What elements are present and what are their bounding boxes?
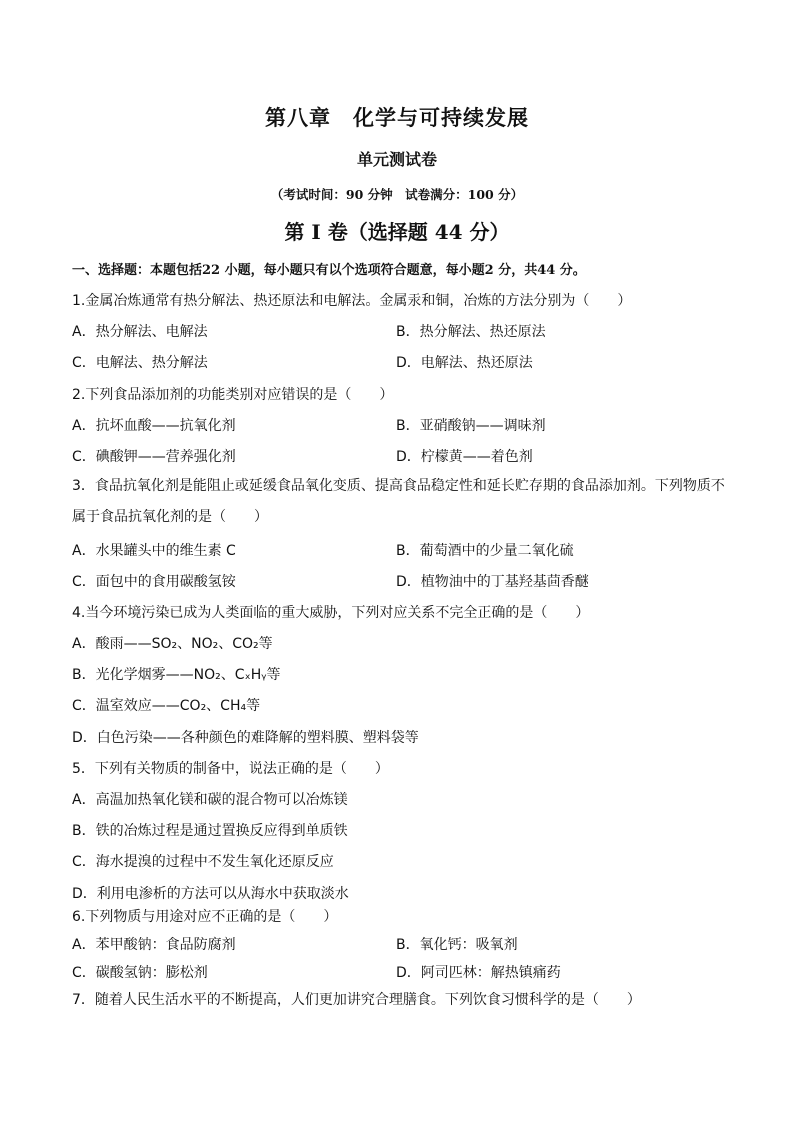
question-5-option-a: A．高温加热氧化镁和碳的混合物可以冶炼镁 [72, 792, 348, 808]
question-5-option-d: D．利用电渗析的方法可以从海水中获取淡水 [72, 886, 349, 902]
exam-meta: （考试时间：90 分钟 试卷满分：100 分） [270, 187, 524, 202]
question-2-option-b: B．亚硝酸钠——调味剂 [396, 418, 546, 434]
question-6-stem: 6.下列物质与用途对应不正确的是（ ） [72, 909, 338, 925]
question-4-option-b: B．光化学烟雾——NO₂、CₓHᵧ等 [72, 667, 281, 683]
question-5-option-b: B．铁的冶炼过程是通过置换反应得到单质铁 [72, 823, 348, 839]
question-3-option-d: D．植物油中的丁基羟基茴香醚 [396, 574, 589, 590]
question-3-stem: 3．食品抗氧化剂是能阻止或延缓食品氧化变质、提高食品稳定性和延长贮存期的食品添加剂。下列物质不属于食品抗氧化剂的是（ ） [72, 478, 725, 525]
question-2-option-c: C．碘酸钾——营养强化剂 [72, 449, 236, 465]
question-5-option-c: C．海水提溴的过程中不发生氧化还原反应 [72, 854, 334, 870]
question-3-option-b: B．葡萄酒中的少量二氧化硫 [396, 543, 574, 559]
question-6-option-b: B．氧化钙：吸氧剂 [396, 937, 518, 953]
question-1-option-c: C．电解法、热分解法 [72, 355, 208, 371]
question-5-stem: 5．下列有关物质的制备中，说法正确的是（ ） [72, 761, 389, 777]
question-6-option-d: D．阿司匹林：解热镇痛药 [396, 965, 561, 981]
question-2-option-d: D．柠檬黄——着色剂 [396, 449, 533, 465]
question-7-stem: 7．随着人民生活水平的不断提高，人们更加讲究合理膳食。下列饮食习惯科学的是（ ） [72, 992, 641, 1008]
page-subtitle: 单元测试卷 [356, 150, 437, 169]
question-6-option-a: A．苯甲酸钠：食品防腐剂 [72, 937, 236, 953]
question-4-stem: 4.当今环境污染已成为人类面临的重大威胁，下列对应关系不完全正确的是（ ） [72, 605, 590, 621]
question-2-stem: 2.下列食品添加剂的功能类别对应错误的是（ ） [72, 387, 394, 403]
page-title: 第八章 化学与可持续发展 [265, 106, 529, 130]
question-3-option-a: A．水果罐头中的维生素 C [72, 543, 236, 559]
question-4-option-a: A．酸雨——SO₂、NO₂、CO₂等 [72, 636, 273, 652]
question-3-option-c: C．面包中的食用碳酸氢铵 [72, 574, 236, 590]
question-2-option-a: A．抗坏血酸——抗氧化剂 [72, 418, 236, 434]
question-4-option-d: D．白色污染——各种颜色的难降解的塑料膜、塑料袋等 [72, 730, 419, 746]
section-instructions: 一、选择题：本题包括22 小题，每小题只有以个选项符合题意，每小题2 分，共44 分。 [72, 263, 586, 278]
question-1-option-a: A．热分解法、电解法 [72, 324, 208, 340]
question-1-option-d: D．电解法、热还原法 [396, 355, 533, 371]
question-1-option-b: B．热分解法、热还原法 [396, 324, 546, 340]
question-6-option-c: C．碳酸氢钠：膨松剂 [72, 965, 208, 981]
question-1-stem: 1.金属冶炼通常有热分解法、热还原法和电解法。金属汞和铜，冶炼的方法分别为（ ） [72, 293, 632, 309]
question-4-option-c: C．温室效应——CO₂、CH₄等 [72, 698, 261, 714]
section-heading: 第 I 卷（选择题 44 分） [284, 220, 510, 244]
